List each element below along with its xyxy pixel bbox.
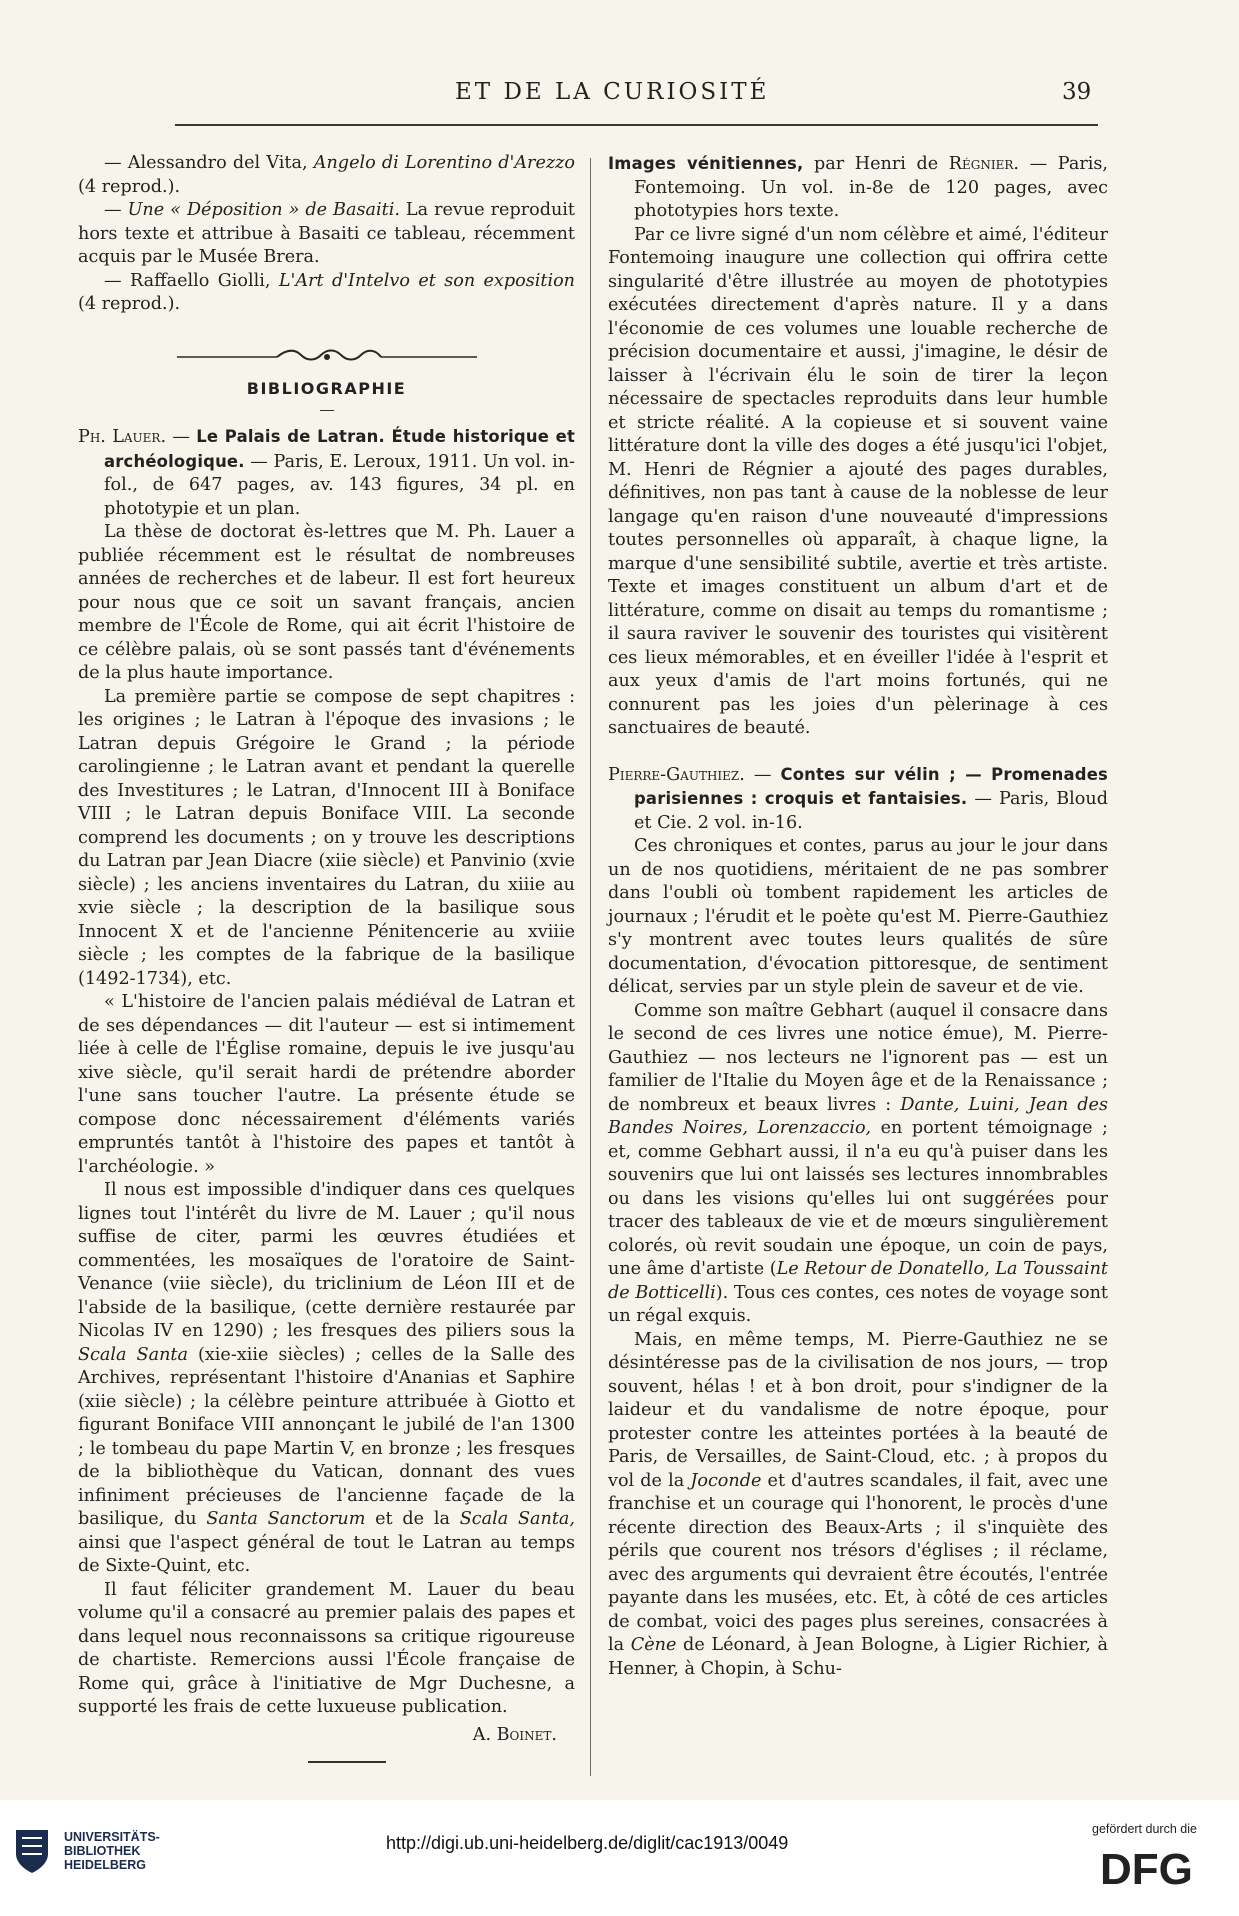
paragraph: La thèse de doctorat ès-lettres que M. Ph. Lauer a publiée récemment est le résultat de nombreuses années de recherches et de labeur. Il est fort heureux pour nous que ce soit un savant français, ancien membre de l'École de Rome, qui ait écrit l'histoire de ce célèbre palais, où se sont passés tant d'événements de la plus haute importance. — [78, 522, 575, 683]
paragraph: « L'histoire de l'ancien palais médiéval de Latran et de ses dépendances — dit l'auteur — est si intimement liée à celle de l'Église romaine, depuis le ive jusqu'au xive siècle, qu'il serait hardi de prétendre aborder l'une sans toucher l'autre. La présente étude se compose donc nécessairement d'éléments variés empruntés tantôt à l'histoire des papes et tantôt à l'archéologie. » — [78, 992, 575, 1177]
right-column — [608, 152, 1108, 1681]
column-divider — [590, 158, 591, 1776]
page-number: 39 — [1062, 79, 1092, 105]
paragraph: La première partie se compose de sept chapitres : les origines ; le Latran à l'époque des invasions ; le Latran depuis Grégoire le Grand ; la période carolingienne ; le Latran avant et pendant la querelle des Investitures ; le Latran, d'Innocent III à Boniface VIII ; le Latran depuis Boniface VIII. La seconde comprend les documents ; on y trouve les descriptions du Latran par Jean Diacre (xiie siècle) et Panvinio (xvie siècle) ; les anciens inventaires du Latran, du xiiie au xvie siècle ; la description de la basilique sous Innocent X et de l'ancienne Pénitencerie au xviiie siècle ; les comptes de la fabrique de la basilique (1492-1734), etc. — [78, 686, 575, 989]
paragraph: Mais, en même temps, M. Pierre-Gauthiez ne se désintéresse pas de la civilisation de nos jours, — trop souvent, hélas ! et à bon droit, pour s'indigner de la laideur et du vandalisme de notre époque, pour protester contre les atteintes portées à la beauté de Paris, de Versailles, de Saint-Cloud, etc. ; à propos du vol de la Joconde et d'autres scandales, il fait, avec une franchise et un courage qui l'honorent, le procès d'une récente direction des Beaux-Arts ; il s'inquiète des périls que courent nos trésors d'églises ; il réclame, avec des arguments qui devraient être écoutés, l'entrée payante dans les musées, etc. Et, à côté de ces articles de combat, voici des pages plus sereines, consacrées à la Cène de Léonard, à Jean Bologne, à Ligier Richier, à Henner, à Chopin, à Schu- — [608, 1329, 1109, 1679]
short-rule — [320, 410, 334, 411]
header-rule — [175, 124, 1098, 126]
library-name: UNIVERSITÄTS- BIBLIOTHEK HEIDELBERG — [64, 1830, 160, 1872]
digitization-footer — [0, 1800, 1239, 1916]
dfg-logo-text: DFG — [1100, 1848, 1193, 1888]
section-title: BIBLIOGRAPHIE — [246, 378, 407, 398]
paragraph: Il nous est impossible d'indiquer dans ces quelques lignes tout l'intérêt du livre de M. Lauer ; qu'il nous suffise de citer, parmi les œuvres étudiées et commentées, les mosaïques de l'oratoire de Saint-Venance (viie siècle), du triclinium de Léon III et de l'abside de la basilique, (cette dernière restaurée par Nicolas IV en 1290) ; les fresques des piliers sous la Scala Santa (xie-xiie siècles) ; celles de la Salle des Archives, représentant l'histoire d'Ananias et Saphire (xiie siècle) ; la célèbre peinture attribuée à Giotto et figurant Boniface VIII annonçant le jubilé de l'an 1300 ; le tombeau du pape Martin V, en bronze ; les fresques de la bibliothèque du Vatican, donnant des vues infiniment précieuses de l'ancienne façade de la basilique, du Santa Sanctorum et de la Scala Santa, ainsi que l'aspect général de tout le Latran au temps de Sixte-Quint, etc. — [78, 1180, 575, 1576]
journal-title: ET DE LA CURIOSITÉ — [455, 79, 770, 105]
note-item: — Alessandro del Vita, Angelo di Lorentino d'Arezzo (4 reprod.). — [78, 153, 575, 197]
running-head — [0, 79, 1239, 109]
author-signature: A. Boinet. — [472, 1724, 557, 1745]
note-item: — Une « Déposition » de Basaiti. La revue reproduit hors texte et attribue à Basaiti ce tableau, récemment acquis par le Musée Brera. — [78, 200, 575, 267]
permalink-url[interactable]: http://digi.ub.uni-heidelberg.de/diglit/cac1913/0049 — [386, 1833, 789, 1853]
bibliography-entry: Images vénitiennes, par Henri de Régnier. — Paris, Fontemoing. Un vol. in-8e de 120 pages, avec phototypies hors texte. — [608, 154, 1108, 221]
bibliography-entry: Pierre-Gauthiez. — Contes sur vélin ; — Promenades parisiennes : croquis et fantaisies. — Paris, Bloud et Cie. 2 vol. in-16. — [608, 764, 1108, 833]
spacer — [608, 741, 1108, 763]
note-item: — Raffaello Giolli, L'Art d'Intelvo et son exposition (4 reprod.). — [78, 270, 575, 314]
bibliography-entry: Ph. Lauer. — Le Palais de Latran. Étude historique et archéologique. — Paris, E. Leroux, 1911. Un vol. in-fol., de 647 pages, av. 143 figures, 34 pl. en phototypie et un plan. — [78, 427, 576, 519]
left-column — [78, 152, 575, 1763]
end-rule — [308, 1761, 386, 1763]
dfg-logo-icon — [1100, 1848, 1224, 1888]
paragraph: Il faut féliciter grandement M. Lauer du beau volume qu'il a consacré au premier palais des papes et dans lequel nous reconnaissons sa critique rigoureuse de chartiste. Remercions aussi l'École française de Rome qui, grâce à l'initiative de Mgr Duchesne, a supporté les frais de cette luxueuse publication. — [78, 1579, 575, 1717]
funding-note: gefördert durch die — [1092, 1822, 1197, 1836]
ornament-divider-icon — [177, 347, 477, 367]
paragraph: Par ce livre signé d'un nom célèbre et aimé, l'éditeur Fontemoing inaugure une collection qui offrira cette singularité d'être illustrée au moyen de phototypies exécutées directement d'après nature. Il y a dans l'économie de ces volumes une louable recherche de précision documentaire et aussi, j'imagine, le désir de laisser à l'écrivain élu le soin de tirer la leçon nécessaire de spectacles reproduits dans leur humble et stricte réalité. A la copieuse et si souvent vaine littérature dont la ville des doges a été jusqu'ici l'objet, M. Henri de Régnier a ajouté des pages durables, définitives, non pas tant à cause de la noblesse de leur langage qu'en raison d'une nouveauté d'impressions toutes personnelles où apparaît, à chaque ligne, la marque d'une sensibilité subtile, avertie et très artiste. Texte et images constituent un album d'art et de littérature, comme on disait au temps du romantisme ; il saura raviver le souvenir des touristes qui visitèrent ces lieux mémorables, et en éveiller l'idée à l'esprit et aux yeux d'amis de l'art moins fortunés, qui ne connurent pas les joies d'un pèlerinage à ces sanctuaires de beauté. — [608, 224, 1108, 738]
paragraph: Comme son maître Gebhart (auquel il consacre dans le second de ces livres une notice émue), M. Pierre-Gauthiez — nos lecteurs ne l'ignorent pas — est un familier de l'Italie du Moyen âge et de la Renaissance ; de nombreux et beaux livres : Dante, Luini, Jean des Bandes Noires, Lorenzaccio, en portent témoignage ; et, comme Gebhart aussi, il n'a eu qu'à puiser dans les souvenirs que lui ont laissés ses lectures innombrables ou dans les visions qu'elles lui ont suggérées pour tracer des tableaux de vie et de mœurs singulièrement colorés, où revit soudain une époque, un coin de pays, une âme d'artiste (Le Retour de Donatello, La Toussaint de Botticelli). Tous ces contes, ces notes de voyage sont un régal exquis. — [608, 1000, 1108, 1326]
paragraph: Ces chroniques et contes, parus au jour le jour dans un de nos quotidiens, méritaient de ne pas sombrer dans l'oubli où tombent rapidement les articles de journaux ; l'érudit et le poète qu'est M. Pierre-Gauthiez s'y montrent avec toutes leurs qualités de sûre documentation, d'évocation pittoresque, de sentiment délicat, servies par un style plein de saveur et de vie. — [608, 836, 1108, 997]
university-seal-icon — [12, 1826, 52, 1876]
